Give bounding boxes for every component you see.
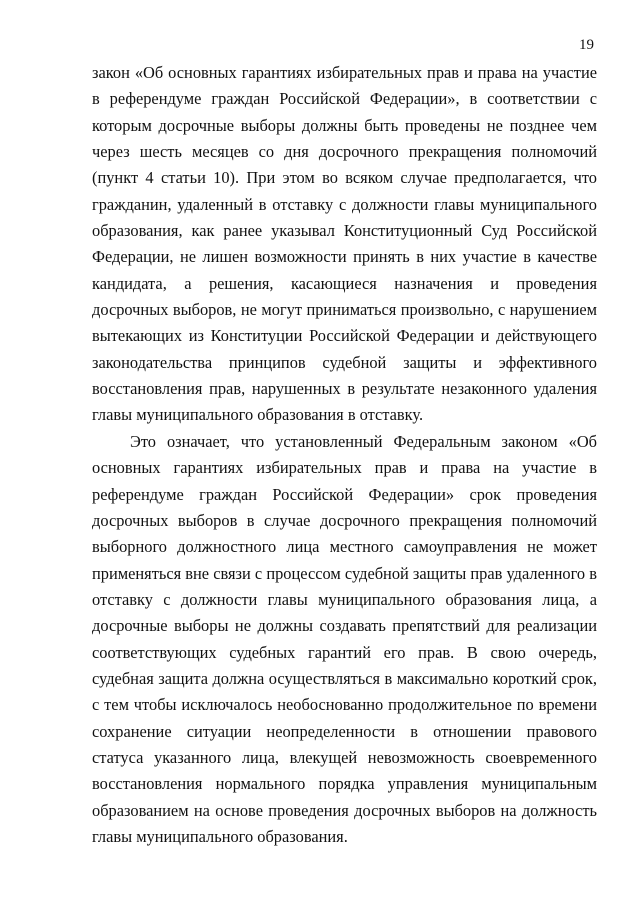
paragraph-consequence: Это означает, что установленный Федеральным законом «Об основных гарантиях избирательных прав и права на участие в референдуме граждан Российской Федерации» срок проведения досрочных выборов в случае досрочного прекращения полномочий выборного должностного лица местного самоуправления не может применяться вне связи с процессом судебной защиты прав удаленного в отставку с должности главы муниципального образования лица, а досрочные выборы не должны создавать препятствий для реализации соответствующих судебных гарантий его прав. В свою очередь, судебная защита должна осуществляться в максимально короткий срок, с тем чтобы исключалось необоснованно продолжительное по времени сохранение ситуации неопределенности в отношении правового статуса указанного лица, влекущей невозможность своевременного восстановления нормального порядка управления муниципальным образованием на основе проведения досрочных выборов на должность главы муниципального образования. [92,431,597,846]
document-body [92,60,597,850]
paragraph-continuation: закон «Об основных гарантиях избирательных прав и права на участие в референдуме граждан Российской Федерации», в соответствии с которым досрочные выборы должны быть проведены не позднее чем через шесть месяцев со дня досрочного прекращения полномочий (пункт 4 статьи 10). При этом во всяком случае предполагается, что гражданин, удаленный в отставку с должности главы муниципального образования, как ранее указывал Конституционный Суд Российской Федерации, не лишен возможности принять в них участие в качестве кандидата, а решения, касающиеся назначения и проведения досрочных выборов, не могут приниматься произвольно, с нарушением вытекающих из Конституции Российской Федерации и действующего законодательства принципов судебной защиты и эффективного восстановления прав, нарушенных в результате незаконного удаления главы муниципального образования в отставку. [92,63,597,425]
page-number: 19 [579,37,594,53]
